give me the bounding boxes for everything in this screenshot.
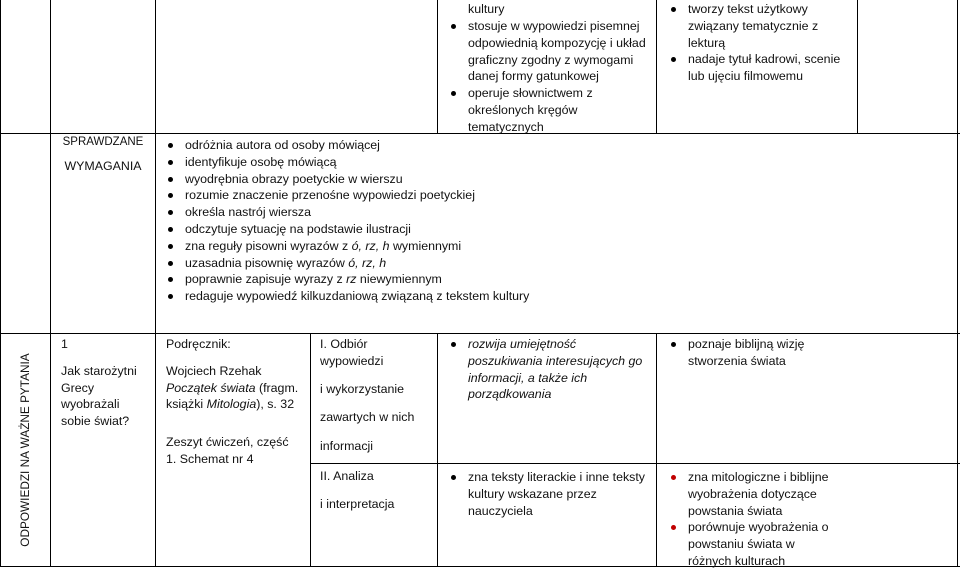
materials-title-note-end: ), s. 32 [256,397,295,412]
table-line [437,0,438,133]
requirement-text: wymiennymi [389,238,462,253]
table-line [310,463,960,464]
area-2-line2: i interpretacja [320,496,395,511]
list-item: nadaje tytuł kadrowi, scenie lub ujęciu filmowemu [668,51,853,85]
requirement-text: niewymiennym [356,272,442,287]
list-item: porównuje wyobrażenia o powstaniu świata w różnych kulturach [668,519,833,569]
skills-list-2 [448,469,653,519]
area-1-line3: i wykorzystanie [320,381,405,396]
list-item: poznaje biblijną wizję stworzenia świata [668,336,828,370]
table-line [155,0,156,567]
skills-list-1 [448,336,643,403]
materials-title [166,380,306,414]
requirement-text: rozumie znaczenie przenośne wypowiedzi poetyckiej [185,188,475,203]
requirement-text: wyodrębnia obrazy poetyckie w wierszu [185,171,403,186]
materials-title-note: (fragm. książki [166,380,299,412]
lesson-cell [61,336,153,430]
area-1-line5: informacji [320,439,374,454]
continuation-text: kultury [468,2,505,16]
area-1 [320,336,435,455]
requirement-item [165,187,665,204]
lesson-question: Jak starożytni Grecy wyobrażali sobie świat? [61,363,137,429]
table-line [957,0,958,567]
materials-author: Wojciech Rzehak [166,363,262,378]
requirement-text: określa nastrój wiersza [185,205,312,220]
requirement-text: poprawnie zapisuje wyrazy z [185,272,347,287]
materials-cell [166,336,306,468]
requirement-italic: ó, rz, h [348,255,387,270]
requirement-text: odróżnia autora od osoby mówiącej [185,138,380,152]
requirement-item [165,221,665,238]
outcomes-list-1 [668,336,828,370]
area-2 [320,468,435,513]
requirements-list [165,137,665,305]
requirements-label-line1: SPRAWDZANE [62,136,144,148]
requirement-text: odczytuje sytuację na podstawie ilustracji [185,221,411,236]
table-line [310,333,311,567]
table-line [50,0,51,567]
requirements-label-line2: WYMAGANIA [64,158,142,173]
requirement-item [165,137,665,154]
list-item: tworzy tekst użytkowy związany tematycznie z lekturą [668,1,853,51]
requirement-italic: ó, rz, h [351,238,390,253]
side-header: ODPOWIEDZI NA WAŻNE PYTANIA [18,353,32,547]
requirement-item [165,255,665,272]
top-mid-list [448,18,653,136]
requirements-label [51,134,155,175]
materials-book: Mitologia [206,397,257,412]
lesson-number: 1 [61,337,68,351]
requirement-item [165,171,665,188]
requirement-text: identyfikuje osobę mówiącą [185,154,337,169]
table-line [656,0,657,133]
table-line [0,0,1,567]
materials-heading: Podręcznik: [166,337,231,351]
table-line [437,333,438,567]
area-1-line2: wypowiedzi [320,353,384,368]
requirement-item [165,238,665,255]
requirement-item [165,154,665,171]
requirement-item [165,204,665,221]
list-item: operuje słownictwem z określonych kręgów tematycznych [448,85,653,135]
area-1-line4: zawartych w nich [320,410,415,425]
requirement-text: zna reguły pisowni wyrazów z [185,238,352,253]
list-item: zna mitologiczne i biblijne wyobrażenia dotyczące powstania świata [668,469,833,519]
outcomes-list-2 [668,469,833,570]
requirement-item [165,271,665,288]
table-line [656,333,657,567]
list-item: zna teksty literackie i inne teksty kultury wskazane przez nauczyciela [448,469,653,519]
area-1-line1: I. Odbiór [320,337,368,351]
materials-workbook: Zeszyt ćwiczeń, część 1. Schemat nr 4 [166,435,289,466]
list-item: rozwija umiejętność poszukiwania interesujących go informacji, a także ich porządkowania [448,336,643,403]
table-line [0,333,960,334]
requirement-item [165,288,665,305]
requirement-italic: rz [346,272,357,287]
requirement-text: redaguje wypowiedź kilkuzdaniową związaną z tekstem kultury [185,289,530,304]
requirement-text: uzasadnia pisownię wyrazów [185,255,349,270]
list-item: stosuje w wypowiedzi pisemnej odpowiednią kompozycję i układ graficzny zgodny z wymogami danej formy gatunkowej [448,18,653,85]
area-2-line1: II. Analiza [320,469,374,483]
table-line [857,0,858,133]
top-right-list [668,1,853,85]
materials-title-italic: Początek świata [166,380,256,395]
